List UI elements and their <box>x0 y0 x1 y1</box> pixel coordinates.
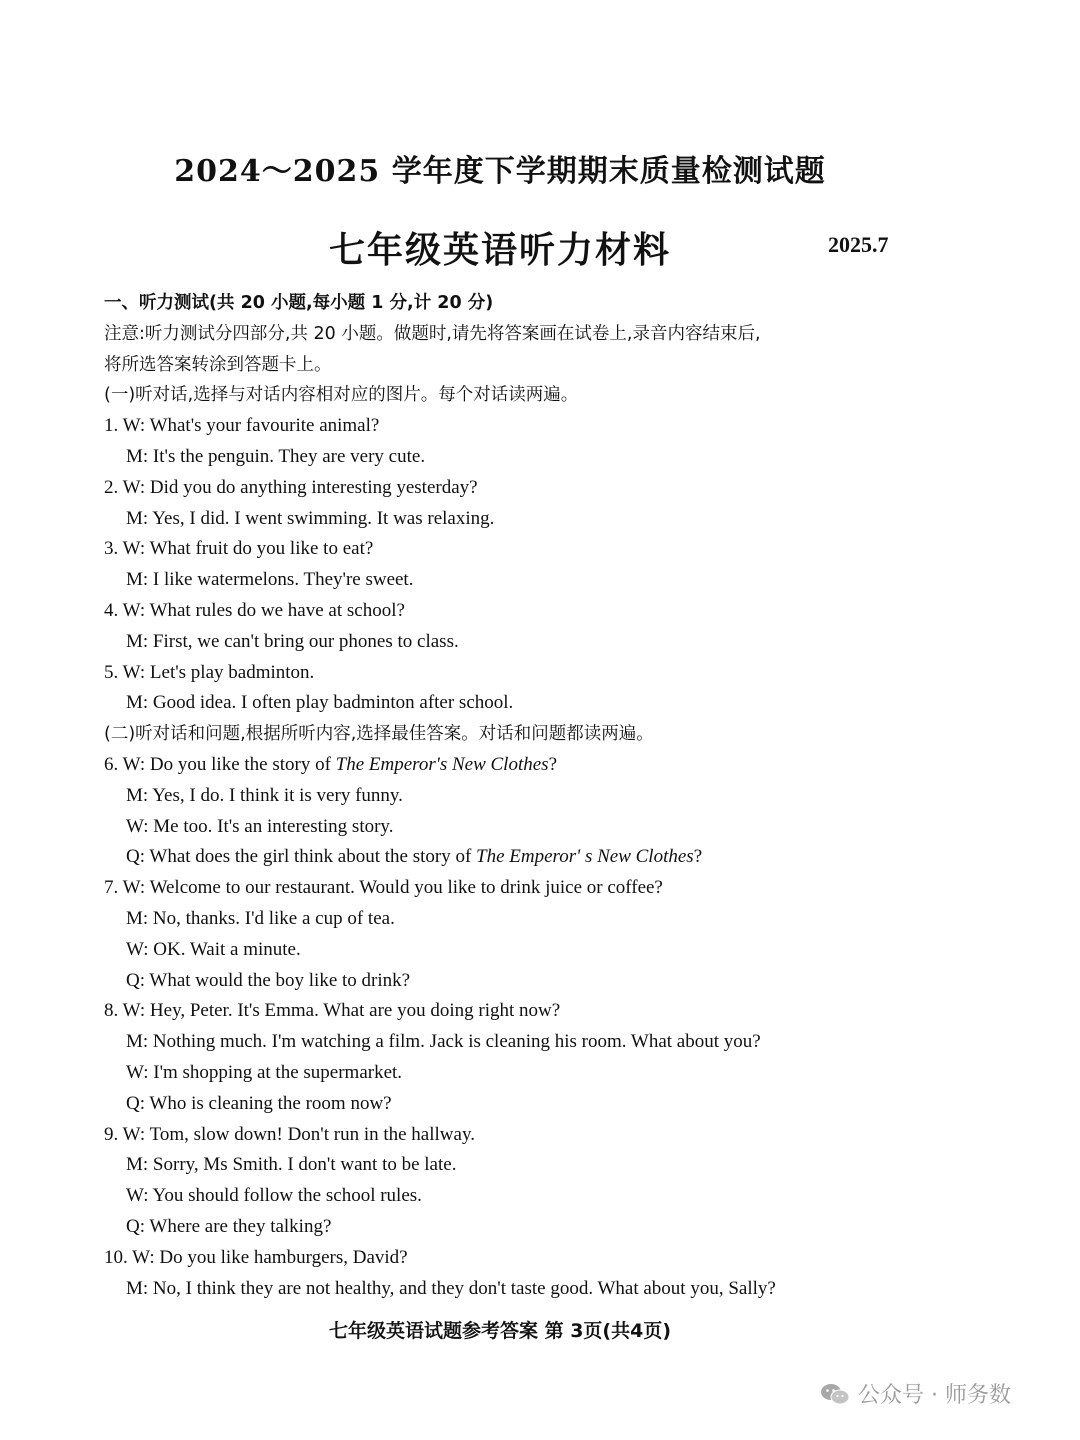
dialogue-text: 6. W: Do you like the story of <box>104 753 336 775</box>
listening-material <box>104 288 934 1304</box>
dialogue-line: 10. W: Do you like hamburgers, David? <box>104 1246 408 1268</box>
dialogue-text: ? <box>693 846 703 868</box>
question-line: Q: Who is cleaning the room now? <box>126 1092 392 1114</box>
story-title: The Emperor' s New Clothes <box>476 846 694 868</box>
dialogue-line: M: Yes, I did. I went swimming. It was relaxing. <box>126 507 495 529</box>
question-line <box>104 842 934 873</box>
question-line: Q: What would the boy like to drink? <box>126 969 411 991</box>
dialogue-line: M: Yes, I do. I think it is very funny. <box>126 784 403 806</box>
dialogue-line: W: OK. Wait a minute. <box>126 938 301 960</box>
dialogue-line: 9. W: Tom, slow down! Don't run in the hallway. <box>104 1123 475 1145</box>
dialogue-line <box>104 750 934 781</box>
dialogue-line: M: No, thanks. I'd like a cup of tea. <box>126 907 395 929</box>
dialogue-line: W: You should follow the school rules. <box>126 1185 422 1207</box>
dialogue-line: 3. W: What fruit do you like to eat? <box>104 538 374 560</box>
dialogue-line: W: Me too. It's an interesting story. <box>126 815 394 837</box>
dialogue-line: 7. W: Welcome to our restaurant. Would you like to drink juice or coffee? <box>104 877 663 899</box>
wechat-icon <box>820 1383 850 1405</box>
dialogue-line: M: Sorry, Ms Smith. I don't want to be late. <box>126 1154 457 1176</box>
dialogue-line: 8. W: Hey, Peter. It's Emma. What are you doing right now? <box>104 1000 561 1022</box>
watermark <box>820 1378 1011 1409</box>
dialogue-line: M: First, we can't bring our phones to class. <box>126 630 459 652</box>
section-heading: 一、听力测试(共 20 小题,每小题 1 分,计 20 分) <box>104 293 494 313</box>
dialogue-text: ? <box>548 753 557 775</box>
page-title: 七年级英语听力材料 <box>328 230 671 271</box>
note-line: 将所选答案转涂到答题卡上。 <box>104 354 332 375</box>
dialogue-line: M: Nothing much. I'm watching a film. Jack is cleaning his room. What about you? <box>126 1031 761 1053</box>
watermark-text: 公众号 · 师务数 <box>858 1383 1011 1408</box>
dialogue-line: 4. W: What rules do we have at school? <box>104 599 405 621</box>
question-line: Q: Where are they talking? <box>126 1215 332 1237</box>
dialogue-line: 5. W: Let's play badminton. <box>104 661 315 683</box>
exam-title: 2024～2025 学年度下学期期末质量检测试题 <box>174 154 826 189</box>
dialogue-line: 2. W: Did you do anything interesting yesterday? <box>104 476 478 498</box>
dialogue-line: M: It's the penguin. They are very cute. <box>126 445 426 467</box>
dialogue-line: M: I like watermelons. They're sweet. <box>126 569 414 591</box>
page-footer: 七年级英语试题参考答案 第 3页(共4页) <box>328 1320 672 1342</box>
note-line: 注意:听力测试分四部分,共 20 小题。做题时,请先将答案画在试卷上,录音内容结束后, <box>104 323 761 344</box>
story-title: The Emperor's New Clothes <box>335 753 549 775</box>
dialogue-line: M: Good idea. I often play badminton after school. <box>126 692 514 714</box>
dialogue-line: 1. W: What's your favourite animal? <box>104 415 380 437</box>
part-heading: (二)听对话和问题,根据所听内容,选择最佳答案。对话和问题都读两遍。 <box>104 724 654 745</box>
dialogue-text: Q: What does the girl think about the story of <box>126 846 477 868</box>
exam-date: 2025.7 <box>828 232 889 257</box>
dialogue-line: M: No, I think they are not healthy, and they don't taste good. What about you, Sally? <box>126 1277 776 1299</box>
part-heading: (一)听对话,选择与对话内容相对应的图片。每个对话读两遍。 <box>104 385 579 406</box>
dialogue-line: W: I'm shopping at the supermarket. <box>126 1061 403 1083</box>
